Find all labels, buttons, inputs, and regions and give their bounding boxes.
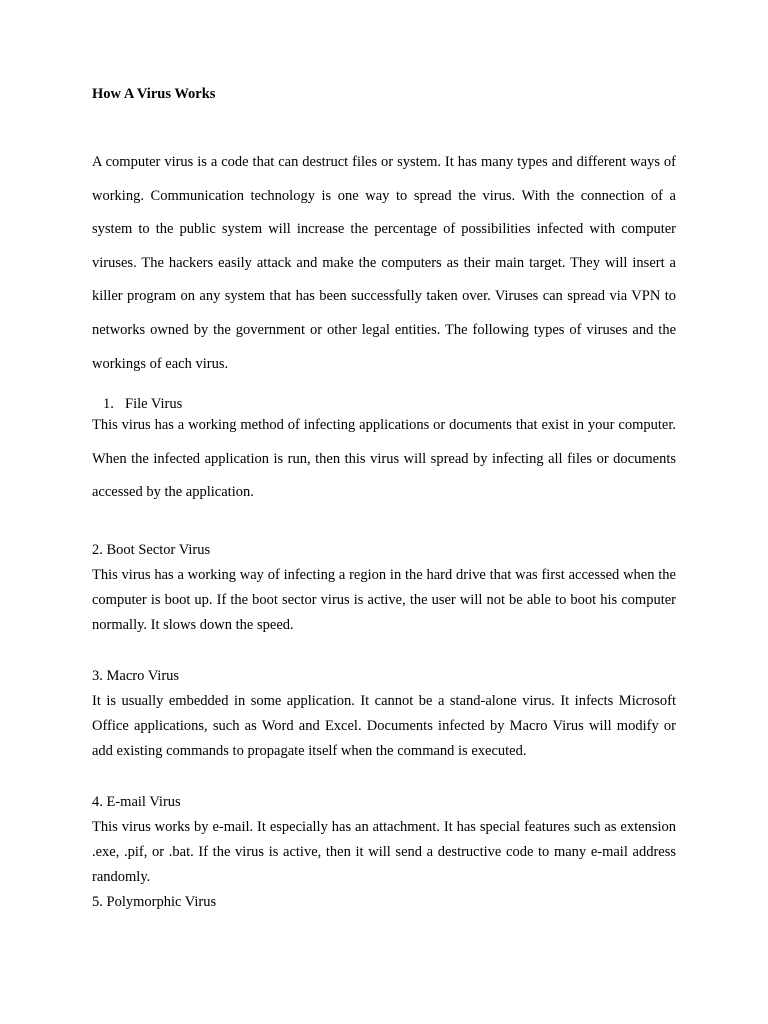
section-2-heading: 2. Boot Sector Virus (92, 542, 211, 558)
section-3-body: It is usually embedded in some application. It cannot be a stand-alone virus. It infects Microsoft Office applications, such as Word and Excel. Documents infected by Macro Virus will modify or add existing commands to propagate itself when the command is executed. (92, 693, 676, 760)
section-4-body: This virus works by e-mail. It especially has an attachment. It has special features such as extension .exe, .pif, or .bat. If the virus is active, then it will send a destructive code to many e-mail address randomly. (92, 819, 676, 886)
section-1-body: This virus has a working method of infecting applications or documents that exist in your computer. When the infected application is run, then this virus will spread by infecting all files or documents accessed by the application. (92, 417, 676, 501)
section-1-heading-text: File Virus (125, 396, 183, 412)
intro-paragraph: A computer virus is a code that can destruct files or system. It has many types and different ways of working. Communication technology is one way to spread the virus. With the connection of a system to the public system will increase the percentage of possibilities infected with computer viruses. The hackers easily attack and make the computers as their main target. They will insert a killer program on any system that has been successfully taken over. Viruses can spread via VPN to networks owned by the government or other legal entities. The following types of viruses and the workings of each virus. (92, 154, 676, 372)
document-title: How A Virus Works (92, 86, 216, 102)
section-5-heading: 5. Polymorphic Virus (92, 894, 217, 910)
section-3-heading: 3. Macro Virus (92, 668, 180, 684)
section-2-body: This virus has a working way of infecting a region in the hard drive that was first accessed when the computer is boot up. If the boot sector virus is active, the user will not be able to boot his computer normally. It slows down the speed. (92, 567, 676, 634)
section-4-heading: 4. E-mail Virus (92, 794, 181, 810)
section-1-number: 1. (103, 396, 114, 412)
